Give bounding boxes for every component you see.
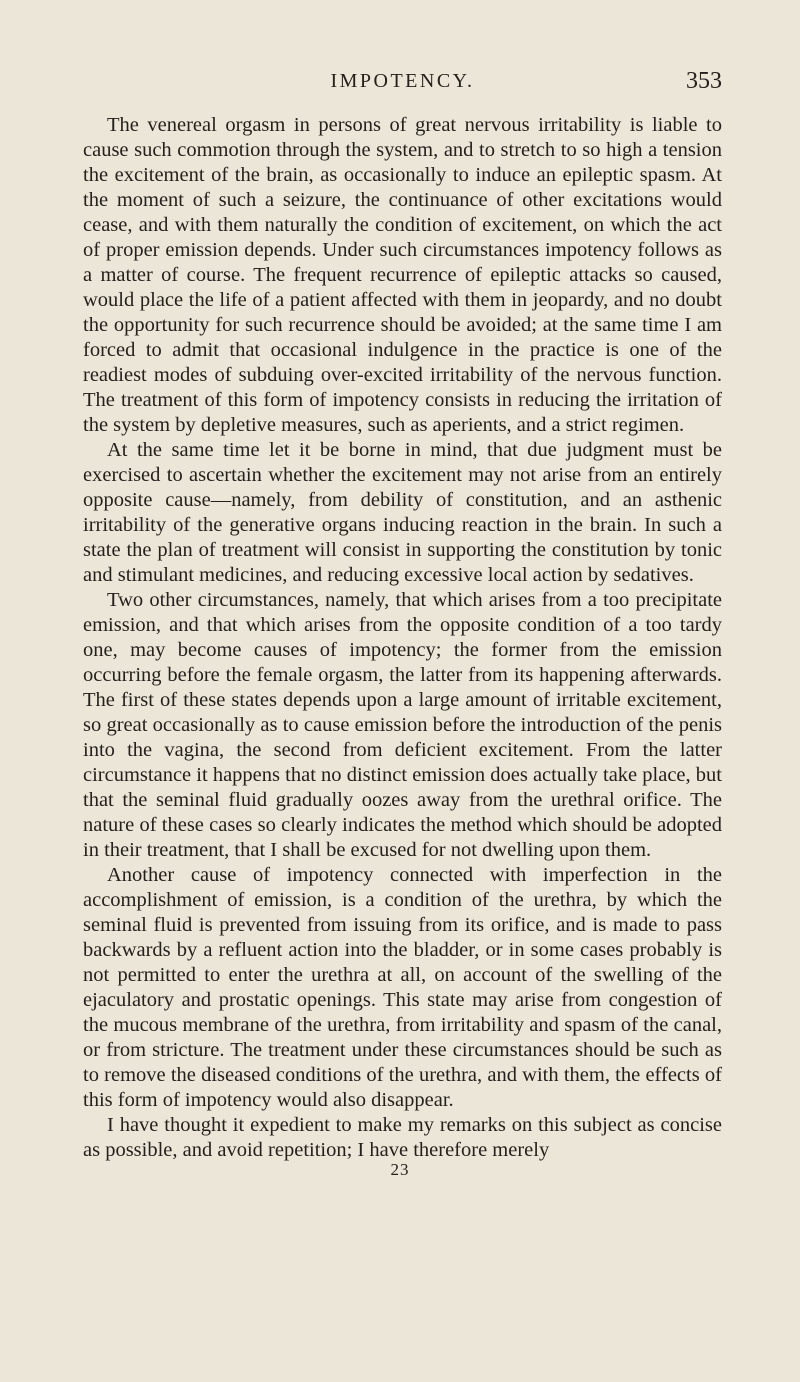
- paragraph: Two other circumstances, namely, that which arises from a too precipitate emission, and that which arises from the opposite condition of a too tardy one, may become causes of impotency; the former from the emission occurring before the female orgasm, the latter from its happening afterwards. The first of these states depends upon a large amount of irritable excitement, so great occasionally as to cause emission before the introduction of the penis into the vagina, the second from deficient excitement. From the latter circumstance it happens that no distinct emission does actually take place, but that the seminal fluid gradually oozes away from the urethral orifice. The nature of these cases so clearly indicates the method which should be adopted in their treatment, that I shall be excused for not dwelling upon them.: [83, 589, 722, 861]
- running-head: [83, 70, 722, 100]
- signature-mark: 23: [390, 1160, 410, 1179]
- paragraph: Another cause of impotency connected with imperfection in the accomplishment of emission, is a condition of the urethra, by which the seminal fluid is prevented from issuing from its orifice, and is made to pass backwards by a refluent action into the bladder, or in some cases probably is not permitted to enter the urethra at all, on account of the swelling of the ejaculatory and prostatic openings. This state may arise from congestion of the mucous membrane of the urethra, from irritability and spasm of the canal, or from stricture. The treatment under these circumstances should be such as to remove the diseased conditions of the urethra, and with them, the effects of this form of impotency would also disappear.: [83, 864, 722, 1111]
- running-title: IMPOTENCY.: [330, 70, 475, 92]
- page-number: 353: [686, 68, 722, 94]
- paragraph: I have thought it expedient to make my remarks on this subject as concise as possible, and avoid repetition; I have therefore merely: [83, 1114, 722, 1161]
- paragraph: At the same time let it be borne in mind, that due judgment must be exercised to ascertain whether the excitement may not arise from an entirely opposite cause—namely, from debility of constitution, and an asthenic irritability of the generative organs inducing reaction in the brain. In such a state the plan of treatment will consist in supporting the constitution by tonic and stimulant medicines, and reducing excessive local action by sedatives.: [83, 439, 722, 586]
- body-text: [83, 113, 722, 1163]
- paragraph: The venereal orgasm in persons of great nervous irritability is liable to cause such commotion through the system, and to stretch to so high a tension the excitement of the brain, as occasionally to induce an epileptic spasm. At the moment of such a seizure, the continuance of other excitations would cease, and with them naturally the condition of excitement, on which the act of proper emission depends. Under such circumstances impotency follows as a matter of course. The frequent recurrence of epileptic attacks so caused, would place the life of a patient affected with them in jeopardy, and no doubt the opportunity for such recurrence should be avoided; at the same time I am forced to admit that occasional indulgence in the practice is one of the readiest modes of subduing over-excited irritability of the nervous function. The treatment of this form of impotency consists in reducing the irritation of the system by depletive measures, such as aperients, and a strict regimen.: [83, 114, 722, 436]
